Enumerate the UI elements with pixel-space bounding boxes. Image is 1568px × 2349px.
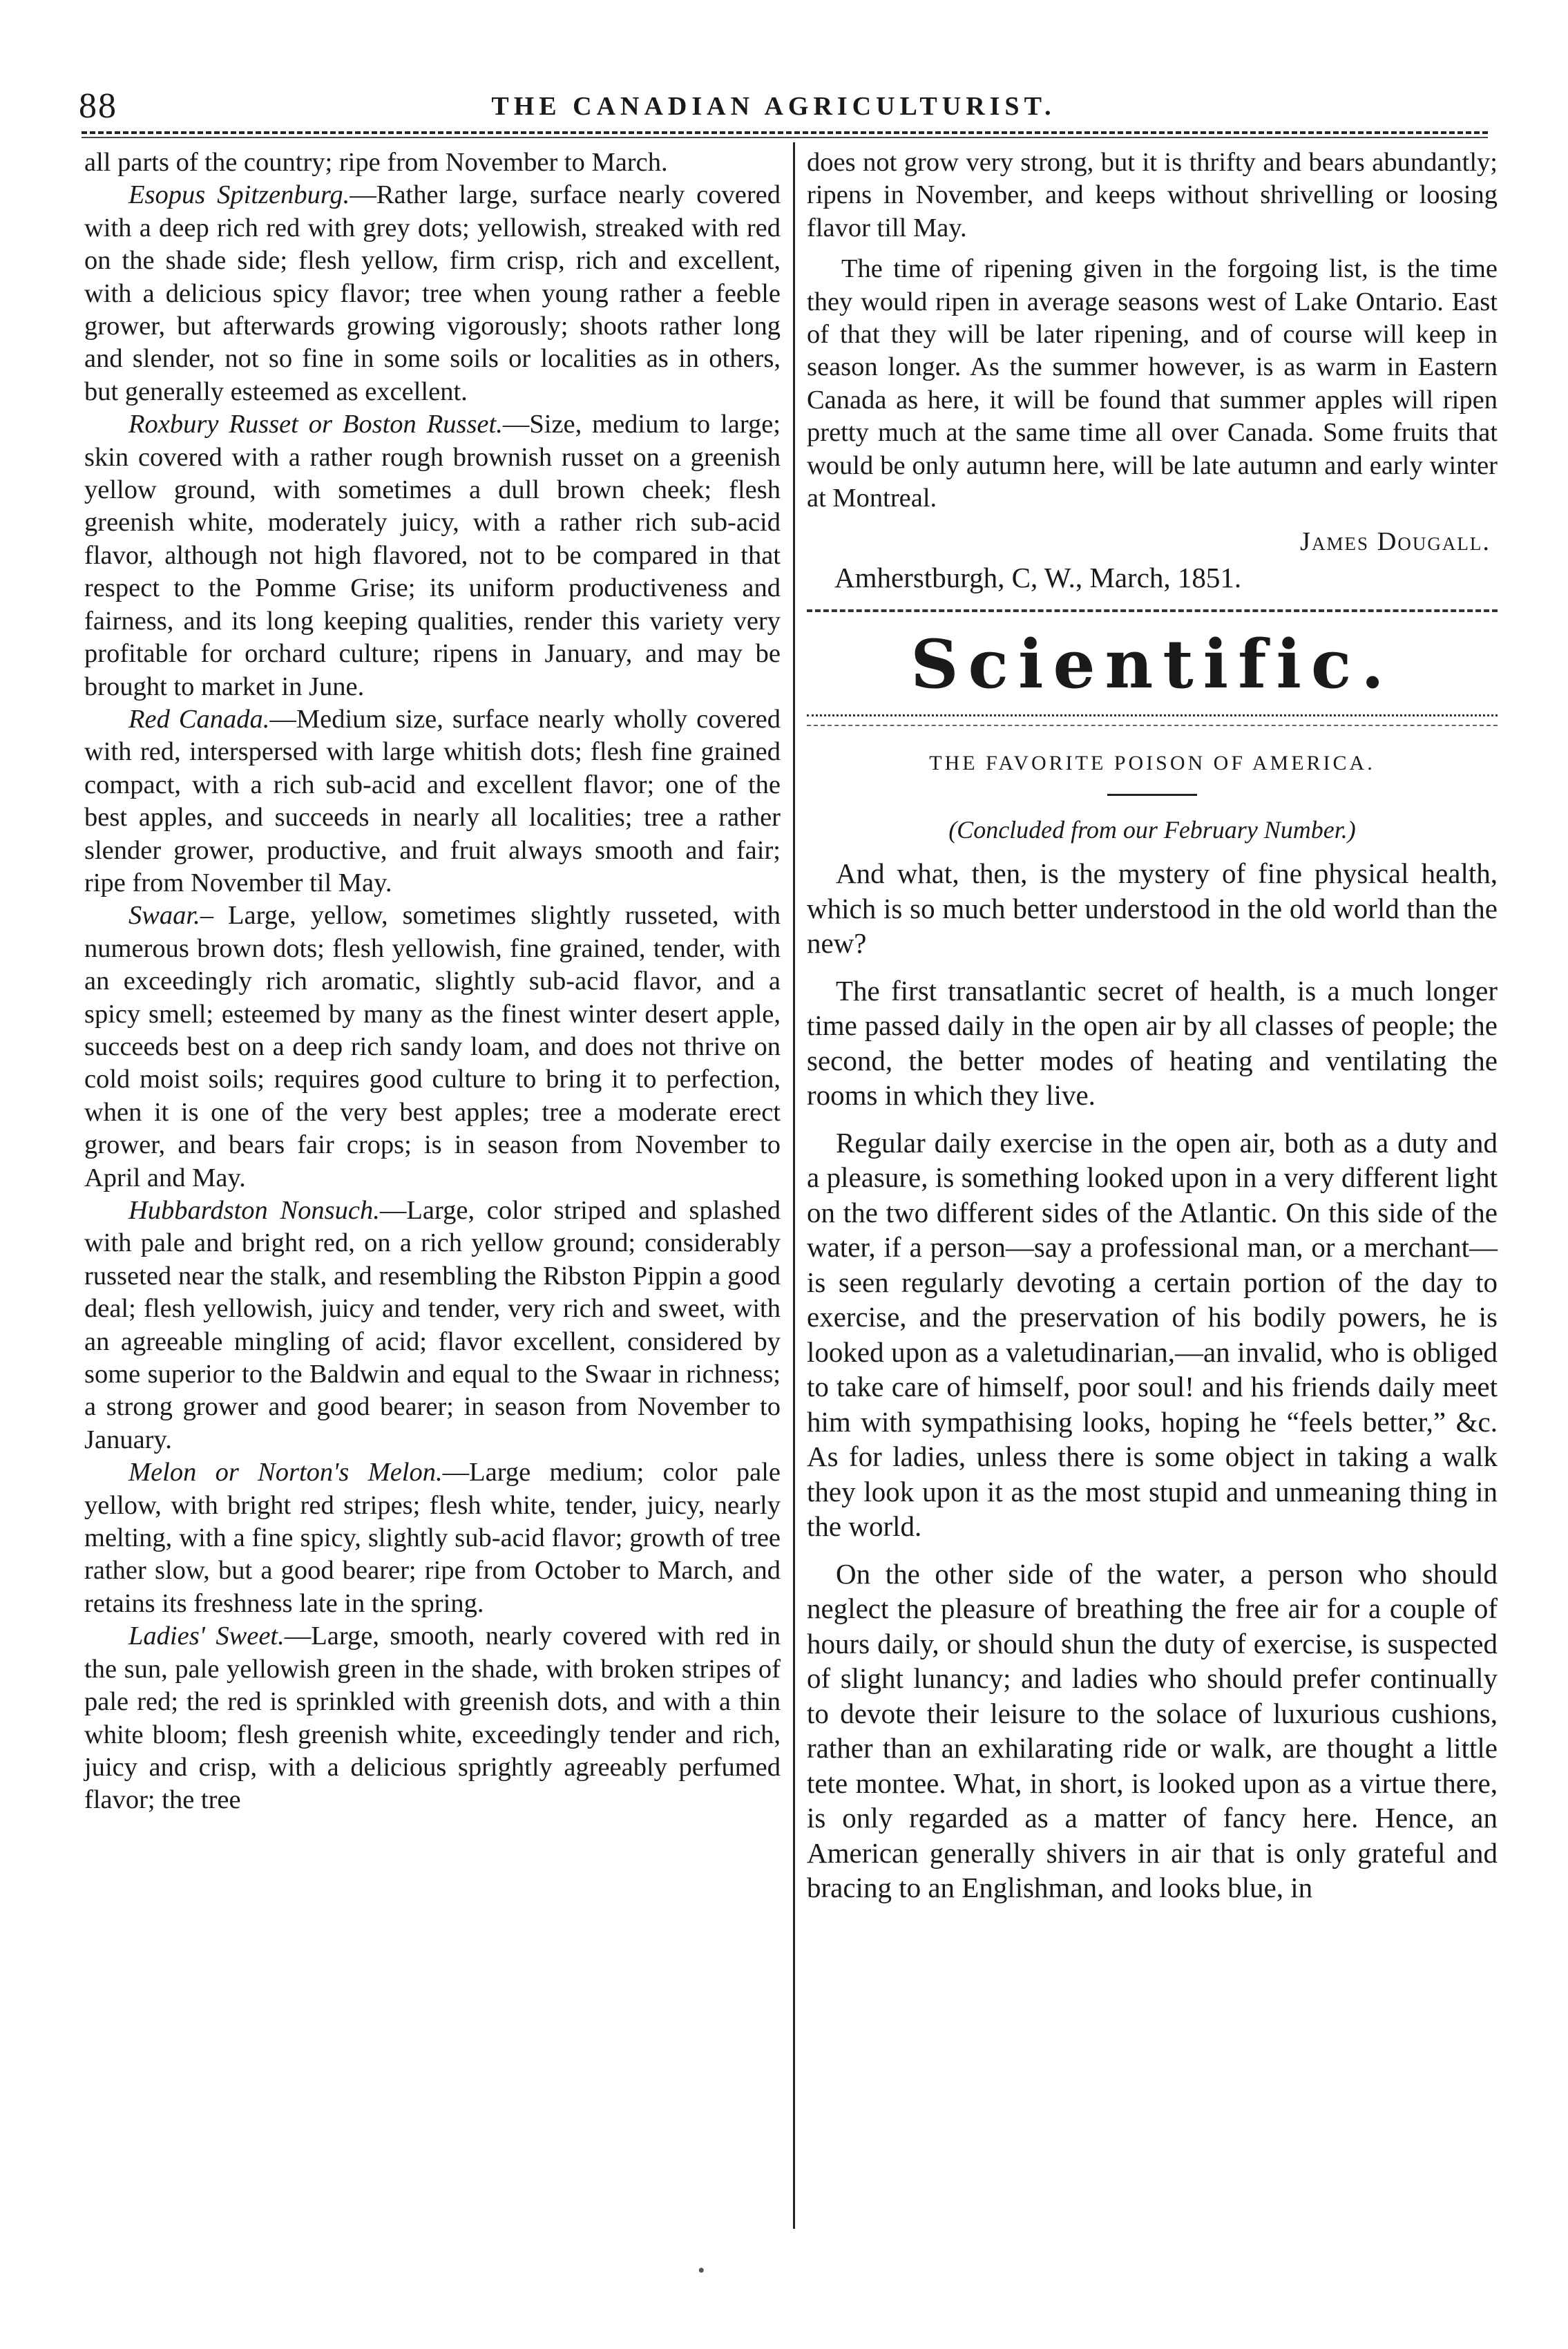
column-divider [793, 142, 795, 2229]
paragraph [84, 179, 781, 408]
continuation-paragraph: does not grow very strong, but it is thrifty and bears abundantly; ripens in November, and keeps without shrivelling or loosing flavor till May. [807, 148, 1498, 242]
paragraph [84, 408, 781, 703]
variety-description: —Size, medium to large; skin covered with a rather rough brownish russet on a greenish yellow ground, with sometimes a dull brown cheek; flesh greenish white, moderately juicy, with a rather rich sub-acid flavor, although not high flavored, not to be compared in that respect to the Pomme Grise; its uniform productiveness and fairness, and its long keeping qualities, render this variety very profitable for orchard culture; ripens in January, and may be brought to market in June. [84, 410, 781, 701]
ornamental-rule [807, 714, 1498, 726]
right-column [807, 146, 1498, 1918]
variety-description: —Large, color striped and splashed with pale and bright red, on a rich yellow ground; considerably russeted near the stalk, and resembling the Ribston Pippin a good deal; flesh yellowish, juicy and tender, very rich and sweet, with an agreeable mingling of acid; flavor excellent, considered by some superior to the Baldwin and equal to the Swaar in richness; a strong grower and good bearer; in season from November to January. [84, 1196, 781, 1454]
dateline: Amherstburgh, C, W., March, 1851. [834, 561, 1242, 593]
author-signature: James Dougall. [1299, 527, 1491, 557]
paragraph [84, 900, 781, 1195]
article-paragraph: The first transatlantic secret of health, is a much longer time passed daily in the open air by all classes of people; the second, the better modes of heating and ventilating the rooms in which they live. [807, 974, 1498, 1112]
running-title: THE CANADIAN AGRICULTURIST. [491, 92, 1056, 121]
article-paragraph: And what, then, is the mystery of fine physical health, which is so much better understood in the old world than the new? [807, 857, 1498, 960]
section-title: Scientific. [910, 625, 1394, 704]
variety-name: Melon or Norton's Melon. [128, 1458, 443, 1487]
variety-name: Hubbardston Nonsuch. [128, 1196, 380, 1225]
article-title: THE FAVORITE POISON OF AMERICA. [929, 752, 1375, 775]
continuation-note: (Concluded from our February Number.) [948, 815, 1356, 844]
paragraph [84, 703, 781, 900]
variety-name: Roxbury Russet or Boston Russet. [128, 410, 503, 439]
section-rule [807, 609, 1498, 612]
page-number: 88 [79, 86, 117, 126]
variety-description: —Large medium; color pale yellow, with bright red stripes; flesh white, tender, juicy, nearly melting, with a fine spicy, slightly sub-acid flavor; growth of tree rather slow, but a good bearer; ripe from October to March, and retains its freshness late in the spring. [84, 1458, 781, 1618]
variety-name: Swaar. [128, 901, 200, 931]
ripening-note: The time of ripening given in the forgoing list, is the time they would ripen in average seasons west of Lake Ontario. East of that they will be later ripening, and of course will keep in season longer. As the summer however, is as warm in Eastern Canada as here, it will be found that summer apples will ripen pretty much at the same time all over Canada. Some fruits that would be only autumn here, will be late autumn and early winter at Montreal. [807, 254, 1498, 513]
article-paragraph: Regular daily exercise in the open air, both as a duty and a pleasure, is something looked upon in a very different light on the two different sides of the Atlantic. On this side of the water, if a person—say a professional man, or a merchant—is seen regularly devoting a certain portion of the day to exercise, and the preservation of his bodily powers, he is looked upon as a valetudinarian,—an invalid, who is obliged to take care of himself, poor soul! and his friends daily meet him with sympathising looks, hoping he “feels better,” &c. As for ladies, unless there is some object in taking a walk they look upon it as the most stupid and unmeaning thing in the world. [807, 1126, 1498, 1543]
variety-name: Red Canada. [128, 704, 270, 734]
left-column [84, 146, 781, 1817]
short-rule [1107, 794, 1197, 796]
paragraph [84, 1456, 781, 1620]
variety-name: Ladies' Sweet. [128, 1622, 285, 1651]
printer-mark: • [698, 2259, 705, 2282]
article-paragraph: On the other side of the water, a person who should neglect the pleasure of breathing the free air for a couple of hours daily, or should shun the duty of exercise, is suspected of slight lunancy; and ladies who should prefer continually to devote their leisure to the solace of luxurious cushions, rather than an exhilarating ride or walk, are thought a little tete montee. What, in short, is looked upon as a virtue there, is only regarded as a matter of fancy here. Hence, an American generally shivers in air that is only grateful and bracing to an Englishman, and looks blue, in [807, 1557, 1498, 1904]
page-header [69, 82, 1478, 137]
variety-description: – Large, yellow, sometimes slightly russeted, with numerous brown dots; flesh yellowish, fine grained, tender, with an exceedingly rich aromatic, slightly sub-acid flavor, and a spicy smell; esteemed by many as the finest winter desert apple, succeeds best on a deep rich sandy loam, and does not thrive on cold moist soils; requires good culture to bring it to perfection, when it is one of the very best apples; tree a moderate erect grower, and bears fair crops; is in season from November to April and May. [84, 901, 781, 1192]
variety-description: all parts of the country; ripe from November to March. [84, 148, 668, 177]
variety-description: —Rather large, surface nearly covered with a deep rich red with grey dots; yellowish, streaked with red on the shade side; flesh yellow, firm crisp, rich and excellent, with a delicious spicy flavor; tree when young rather a feeble grower, but afterwards growing vigorously; shoots rather long and slender, not so fine in some soils or localities as in others, but generally esteemed as excellent. [84, 180, 781, 406]
paragraph [84, 146, 781, 179]
variety-description: —Large, smooth, nearly covered with red in the sun, pale yellowish green in the shade, with broken stripes of pale red; the red is sprinkled with greenish dots, and with a thin white bloom; flesh greenish white, exceedingly tender and rich, juicy and crisp, with a delicious sprightly agreeably perfumed flavor; the tree [84, 1622, 781, 1815]
variety-name: Esopus Spitzenburg. [128, 180, 350, 210]
variety-description: —Medium size, surface nearly wholly covered with red, interspersed with large whitish dots; flesh fine grained compact, with a rich sub-acid and excellent flavor; one of the best apples, and succeeds in nearly all localities; tree a rather slender grower, productive, and fruit always smooth and fair; ripe from November til May. [84, 704, 781, 897]
paragraph [84, 1620, 781, 1816]
header-rule-solid [82, 137, 1488, 138]
header-rule [82, 131, 1488, 134]
paragraph [84, 1195, 781, 1456]
